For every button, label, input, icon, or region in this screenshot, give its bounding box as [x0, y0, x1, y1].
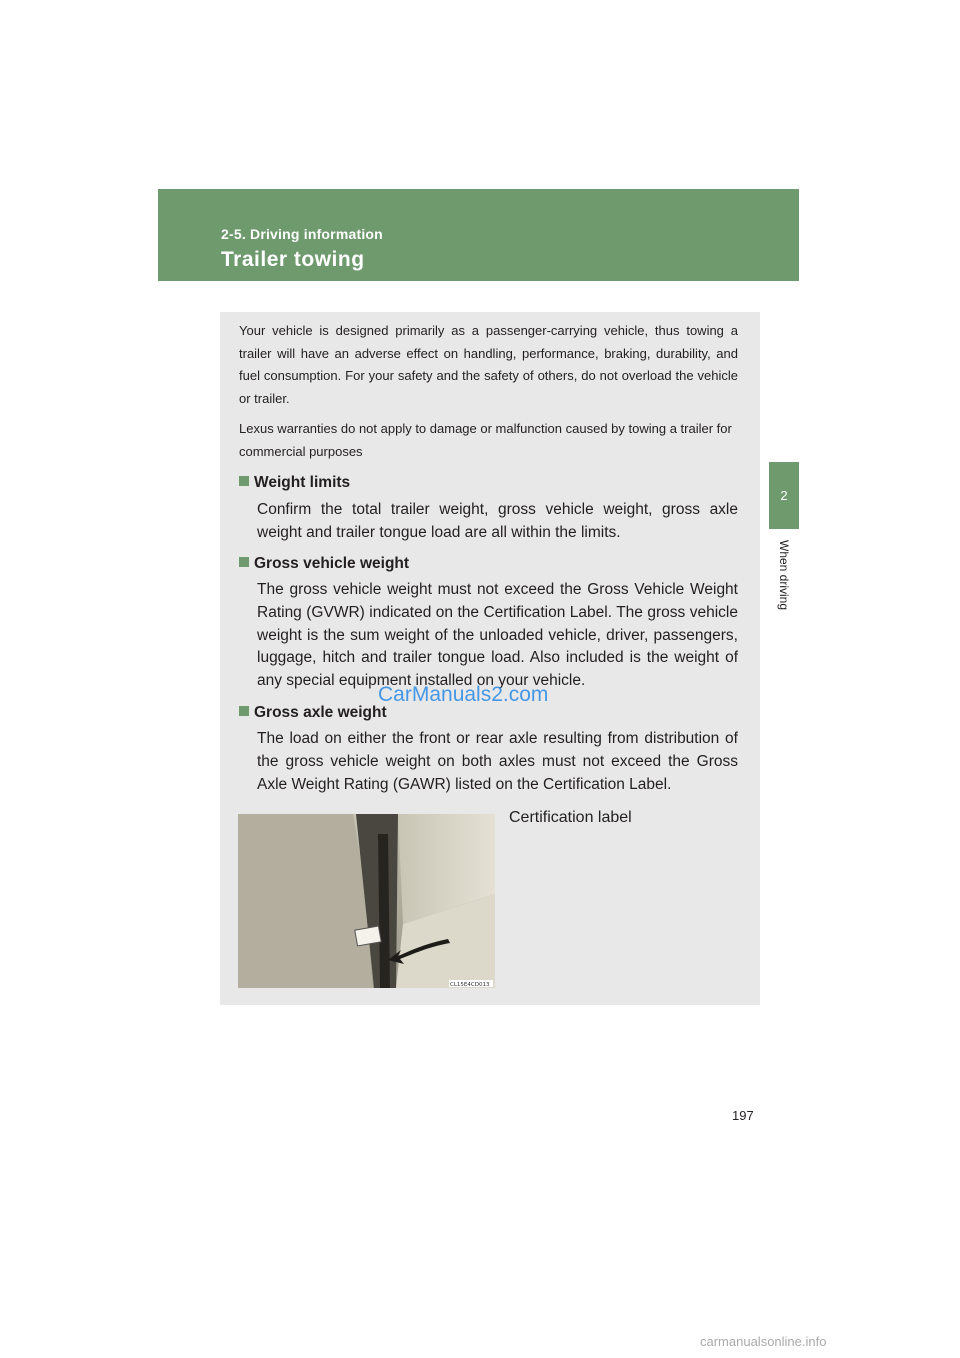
body-gross-vehicle-weight: The gross vehicle weight must not exceed the Gross Vehicle Weight Rating (GVWR) indicated on the Certification Label. The gross vehicle weight is the sum weight of the unloaded vehicle, driver, passengers, luggage, hitch and trailer tongue load. Also included is the weight of any special equipment installed on your vehicle. — [257, 581, 738, 690]
warranty-note: Lexus warranties do not apply to damage or malfunction caused by towing a trailer for commercial purposes — [239, 421, 732, 459]
heading-gross-axle-weight — [239, 703, 387, 723]
bullet-square-icon — [239, 476, 249, 486]
heading-text: Gross axle weight — [254, 704, 387, 721]
chapter-header — [158, 189, 799, 281]
chapter-tab-label — [770, 540, 798, 630]
heading-text: Gross vehicle weight — [254, 555, 410, 572]
figure-code: CL15E4CD013 — [450, 982, 490, 988]
watermark: CarManuals2.com — [378, 683, 549, 706]
footer-watermark: carmanualsonline.info — [700, 1334, 827, 1349]
bullet-square-icon — [239, 706, 249, 716]
heading-gross-vehicle-weight — [239, 554, 409, 574]
chapter-tab: 2 — [769, 462, 799, 529]
chapter-tab-label-text: When driving — [777, 540, 791, 611]
page-number: 197 — [732, 1108, 754, 1123]
heading-text: Weight limits — [254, 474, 351, 491]
section-label: 2-5. Driving information — [221, 226, 383, 242]
page-title: Trailer towing — [221, 248, 365, 271]
heading-weight-limits — [239, 473, 350, 493]
certification-label-photo — [238, 814, 495, 988]
content-box — [220, 312, 760, 1005]
intro-paragraph: Your vehicle is designed primarily as a passenger-carrying vehicle, thus towing a trailer will have an adverse effect on handling, performance, braking, durability, and fuel consumption. For your safety and the safety of others, do not overload the vehicle or trailer. — [239, 323, 738, 406]
bullet-square-icon — [239, 557, 249, 567]
body-gross-axle-weight: The load on either the front or rear axle resulting from distribution of the gross vehicle weight on both axles must not exceed the Gross Axle Weight Rating (GAWR) listed on the Certification Label. — [257, 730, 738, 793]
figure-caption: Certification label — [509, 809, 632, 826]
body-weight-limits: Confirm the total trailer weight, gross vehicle weight, gross axle weight and trailer tongue load are all within the limits. — [257, 501, 738, 541]
